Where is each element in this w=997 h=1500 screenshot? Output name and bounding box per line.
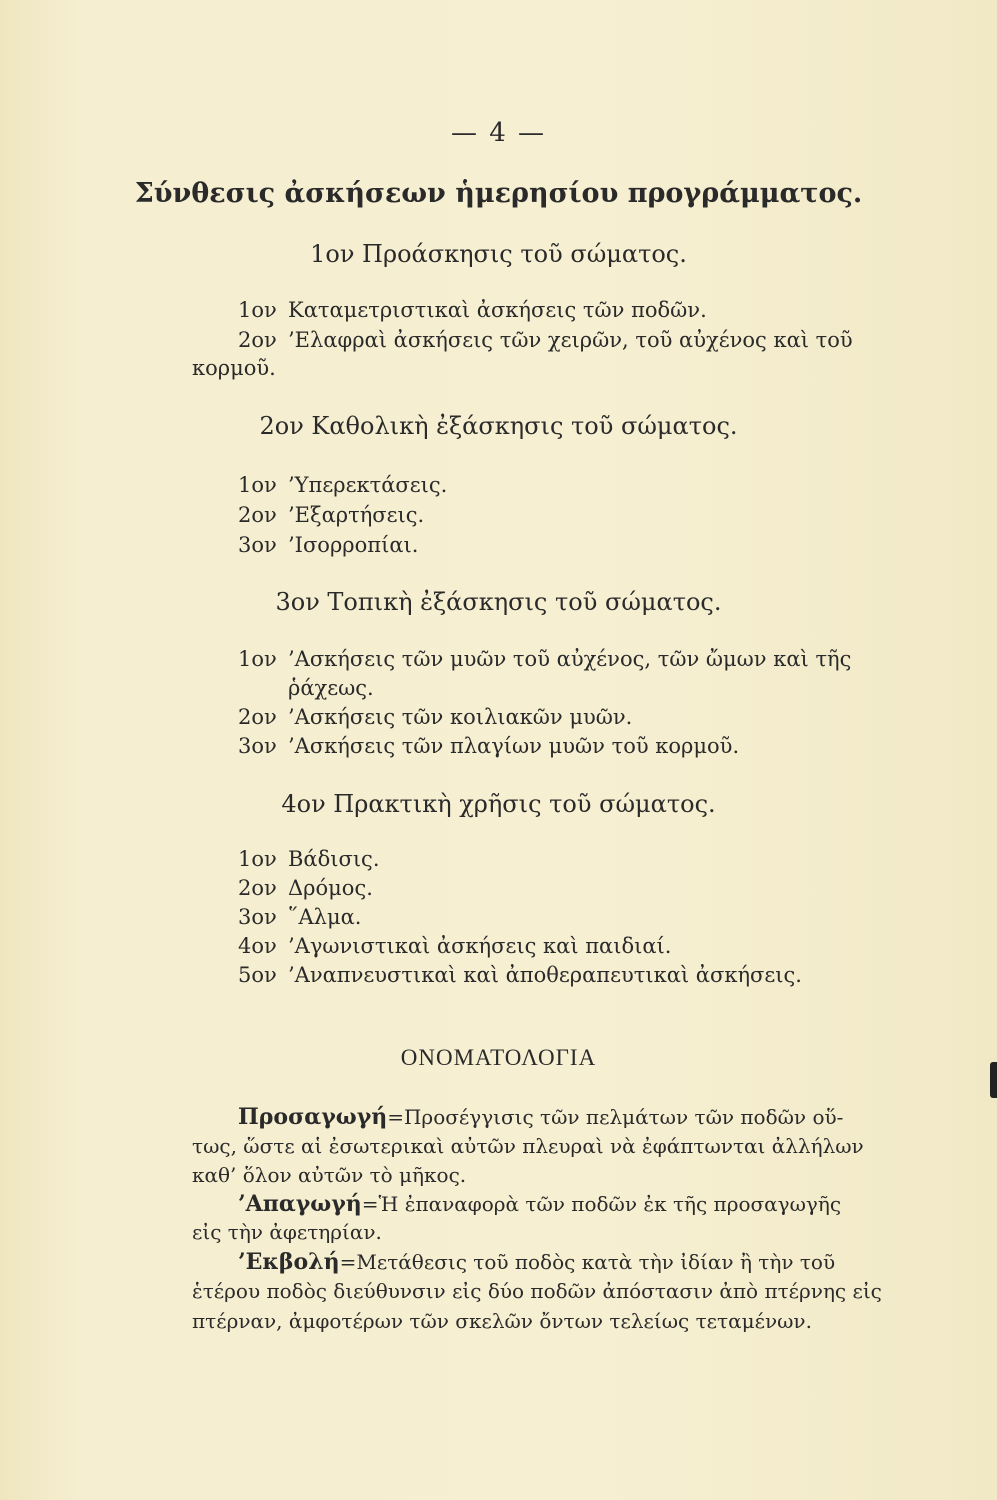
definition-line: τως, ὥστε αἱ ἐσωτερικαὶ αὐτῶν πλευραὶ νὰ ἐφάπτωνται ἀλλήλων (192, 1134, 864, 1158)
list-item: 3ον ’Ισορροπίαι. (238, 533, 419, 557)
page-edge-mark (990, 1062, 997, 1098)
term: ’Εκβολή (238, 1249, 340, 1275)
list-item-continuation: ῥάχεως. (288, 676, 374, 700)
term: Προσαγωγή (238, 1104, 388, 1130)
list-item: 1ον Καταμετριστικαὶ ἀσκήσεις τῶν ποδῶν. (238, 298, 707, 322)
section-heading-3: 3ον Τοπικὴ ἐξάσκησις τοῦ σώματος. (275, 588, 722, 616)
list-item: 3ον ῞Αλμα. (238, 905, 362, 929)
list-item-continuation: κορμοῦ. (192, 356, 276, 380)
list-item: 2ον Δρόμος. (238, 876, 373, 900)
list-item: 2ον ’Ασκήσεις τῶν κοιλιακῶν μυῶν. (238, 705, 633, 729)
list-item: 4ον ’Αγωνιστικαὶ ἀσκήσεις καὶ παιδιαί. (238, 934, 672, 958)
definition-line: ἑτέρου ποδὸς διεύθυνσιν εἰς δύο ποδῶν ἀπόστασιν ἀπὸ πτέρνης εἰς (192, 1279, 882, 1303)
list-item: 2ον ’Εξαρτήσεις. (238, 503, 425, 527)
list-item: 3ον ’Ασκήσεις τῶν πλαγίων μυῶν τοῦ κορμοῦ. (238, 734, 740, 758)
list-item: 1ον Βάδισις. (238, 847, 380, 871)
list-item: 5ον ’Αναπνευστικαὶ καὶ ἀποθεραπευτικαὶ ἀσκήσεις. (238, 963, 802, 987)
definition-apagogi: ’Απαγωγή=Ἡ ἐπαναφορὰ τῶν ποδῶν ἐκ τῆς προσαγωγῆς (238, 1191, 842, 1217)
section-heading-2: 2ον Καθολικὴ ἐξάσκησις τοῦ σώματος. (259, 412, 738, 440)
list-item: 1ον ’Υπερεκτάσεις. (238, 473, 448, 497)
definition-line: πτέρναν, ἀμφοτέρων τῶν σκελῶν ὄντων τελείως τεταμένων. (192, 1309, 812, 1333)
page-title: Σύνθεσις ἀσκήσεων ἡμερησίου προγράμματος. (134, 178, 863, 209)
list-item: 2ον ’Ελαφραὶ ἀσκήσεις τῶν χειρῶν, τοῦ αὐχένος καὶ τοῦ (238, 328, 853, 352)
term: ’Απαγωγή (238, 1191, 362, 1217)
section-heading-1: 1ον Προάσκησις τοῦ σώματος. (310, 240, 687, 268)
section-heading-4: 4ον Πρακτικὴ χρῆσις τοῦ σώματος. (281, 790, 716, 818)
definition-prosagogi: Προσαγωγή=Προσέγγισις τῶν πελμάτων τῶν ποδῶν οὕ- (238, 1104, 844, 1130)
onomatologia-heading: ΟΝΟΜΑΤΟΛΟΓΙΑ (400, 1045, 597, 1070)
definition-line: εἰς τὴν ἀφετηρίαν. (192, 1220, 382, 1244)
page-number: — 4 — (450, 118, 547, 148)
list-item: 1ον ’Ασκήσεις τῶν μυῶν τοῦ αὐχένος, τῶν ὤμων καὶ τῆς (238, 647, 852, 671)
definition-line: καθ’ ὅλον αὐτῶν τὸ μῆκος. (192, 1163, 467, 1187)
definition-ekvoli: ’Εκβολή=Μετάθεσις τοῦ ποδὸς κατὰ τὴν ἰδίαν ἢ τὴν τοῦ (238, 1249, 836, 1275)
